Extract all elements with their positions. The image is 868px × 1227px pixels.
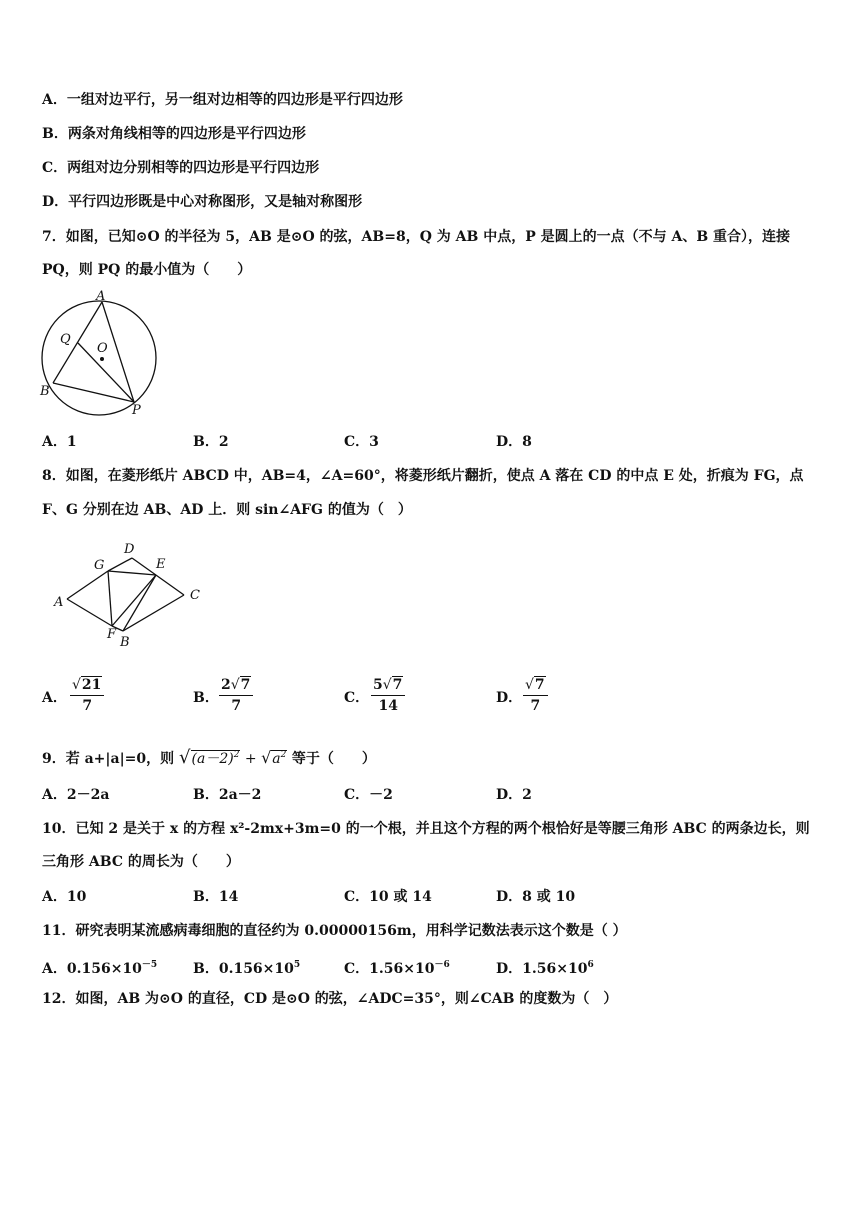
q7-circle-figure xyxy=(36,288,166,420)
q10-option-c: C．10 或 14 xyxy=(344,889,432,905)
prev-option-c: C．两组对边分别相等的四边形是平行四边形 xyxy=(42,160,320,176)
q7-option-b: B．2 xyxy=(193,434,229,450)
q10-option-b: B．14 xyxy=(193,889,239,905)
q8-option-a-fraction: $\frac{√21}{7}$ xyxy=(70,675,104,716)
q8-label-g: G xyxy=(94,558,105,573)
q7-label-a: A xyxy=(96,289,106,304)
q10-option-d: D．8 或 10 xyxy=(496,889,576,905)
q8-label-e: E xyxy=(156,557,166,572)
q7-text-line2: PQ，则 PQ 的最小值为（ ） xyxy=(42,262,252,278)
q7-label-p: P xyxy=(132,403,141,418)
q7-option-d: D．8 xyxy=(496,434,532,450)
q8-option-b-fraction: $\frac{2√7}{7}$ xyxy=(219,675,253,716)
q8-text-line1: 8．如图，在菱形纸片 ABCD 中，AB=4，∠A=60°，将菱形纸片翻折，使点 A 落在 CD 的中点 E 处，折痕为 FG，点 xyxy=(42,468,804,484)
q9-expression: $√(a-2)^2 + √a^2$ xyxy=(179,747,287,768)
q7-option-c: C．3 xyxy=(344,434,379,450)
q9-option-b: B．2a－2 xyxy=(193,787,262,803)
q8-label-c: C xyxy=(190,588,200,603)
q8-option-d-fraction: $\frac{√7}{7}$ xyxy=(523,675,548,716)
q12-text-line1: 12．如图，AB 为⊙O 的直径，CD 是⊙O 的弦，∠ADC=35°，则∠CAB 的度数为（ ） xyxy=(42,991,618,1007)
q9-text xyxy=(42,745,376,769)
q8-option-c-fraction: $\frac{5√7}{14}$ xyxy=(371,675,405,716)
q10-text-line1: 10．已知 2 是关于 x 的方程 x²-2mx+3m=0 的一个根，并且这个方程的两个根恰好是等腰三角形 ABC 的两条边长，则 xyxy=(42,821,810,837)
q7-label-o: O xyxy=(97,341,108,356)
q9-suffix: 等于（ ） xyxy=(291,751,376,767)
q7-label-b: B xyxy=(40,384,50,399)
q8-option-c-label: C． xyxy=(344,690,370,706)
q8-option-a-label: A． xyxy=(42,690,67,706)
q8-rhombus-figure xyxy=(50,538,210,650)
q7-text-line1: 7．如图，已知⊙O 的半径为 5，AB 是⊙O 的弦，AB=8，Q 为 AB 中点，P 是圆上的一点（不与 A、B 重合），连接 xyxy=(42,229,791,245)
prev-option-a: A．一组对边平行，另一组对边相等的四边形是平行四边形 xyxy=(42,92,403,108)
q10-option-a: A．10 xyxy=(42,889,87,905)
q7-option-a: A．1 xyxy=(42,434,77,450)
q9-option-d: D．2 xyxy=(496,787,532,803)
q8-option-b-label: B． xyxy=(193,690,219,706)
q11-text-line1: 11．研究表明某流感病毒细胞的直径约为 0.00000156m，用科学记数法表示这个数是（ ） xyxy=(42,923,627,939)
q9-prefix: 9．若 a+|a|=0，则 xyxy=(42,751,175,767)
q11-option-b: B．$0.156\times 10^5$ xyxy=(193,960,301,977)
q8-label-d: D xyxy=(124,542,135,557)
q11-option-d: D．$1.56\times 10^6$ xyxy=(496,960,594,977)
prev-option-b: B．两条对角线相等的四边形是平行四边形 xyxy=(42,126,306,142)
q8-option-d-label: D． xyxy=(496,690,523,706)
q8-label-b: B xyxy=(120,635,130,650)
q8-label-a: A xyxy=(54,595,64,610)
q11-option-a: A．$0.156\times 10^{-5}$ xyxy=(42,960,158,977)
q9-option-a: A．2－2a xyxy=(42,787,110,803)
q8-text-line2: F、G 分别在边 AB、AD 上．则 sin∠AFG 的值为（ ） xyxy=(42,502,412,518)
q10-text-line2: 三角形 ABC 的周长为（ ） xyxy=(42,854,240,870)
q9-option-c: C．－2 xyxy=(344,787,393,803)
q8-label-f: F xyxy=(107,627,117,642)
q7-label-q: Q xyxy=(60,332,71,347)
prev-option-d: D．平行四边形既是中心对称图形，又是轴对称图形 xyxy=(42,194,363,210)
q11-option-c: C．$1.56\times 10^{-6}$ xyxy=(344,960,450,977)
